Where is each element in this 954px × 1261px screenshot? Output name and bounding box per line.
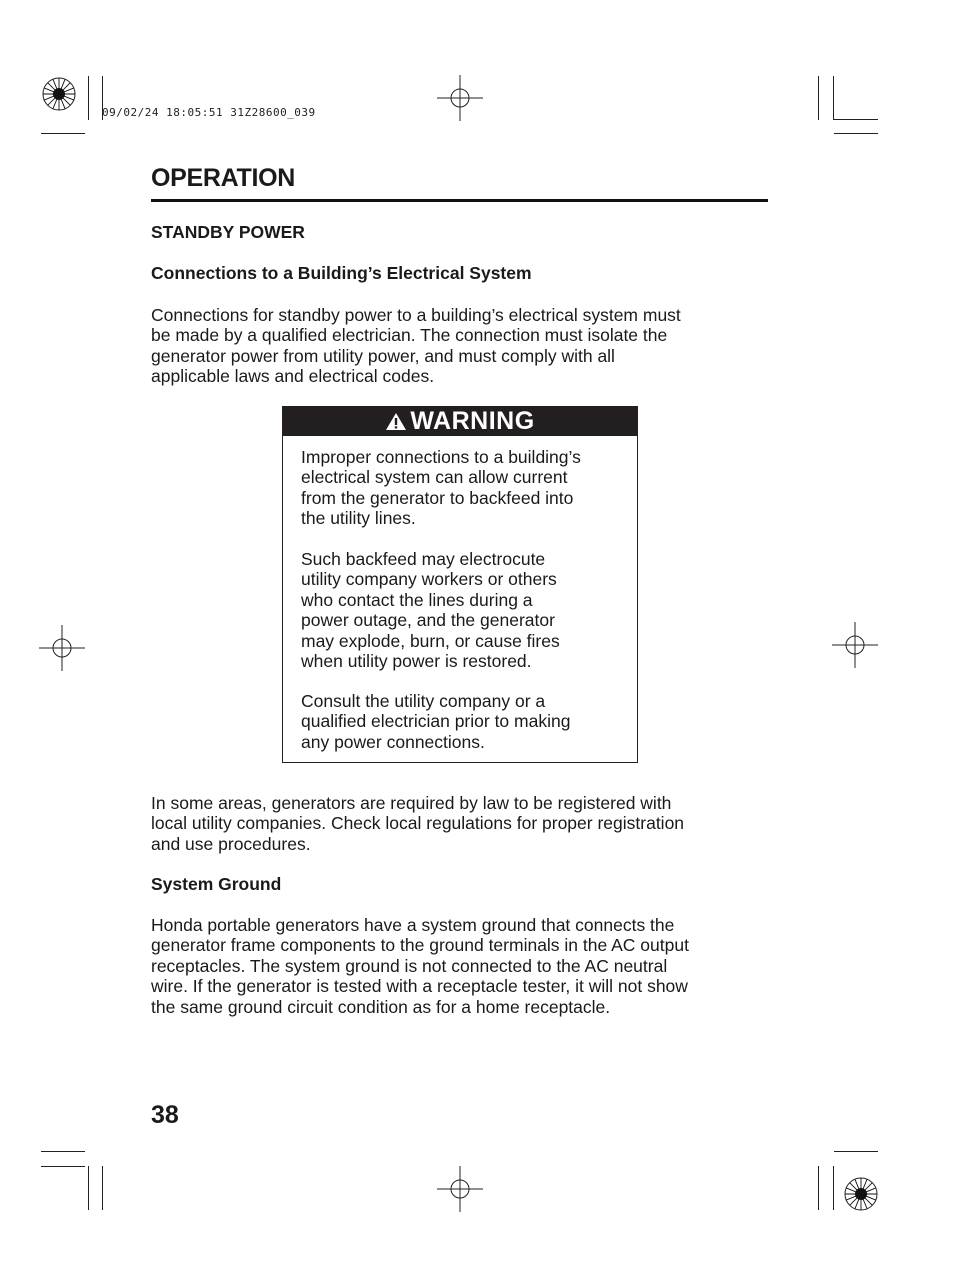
warning-header bbox=[282, 406, 638, 436]
text-line: generator frame components to the ground terminals in the AC output bbox=[151, 935, 689, 956]
subheading-system-ground: System Ground bbox=[151, 874, 282, 894]
text-line: any power connections. bbox=[301, 731, 485, 752]
registration-crosshair-icon bbox=[437, 1166, 483, 1212]
print-stamp: 09/02/24 18:05:51 31Z28600_039 bbox=[102, 106, 316, 119]
text-line: utility company workers or others bbox=[301, 569, 557, 590]
subheading-standby-power: STANDBY POWER bbox=[151, 222, 305, 242]
text-line: applicable laws and electrical codes. bbox=[151, 366, 435, 387]
page-number: 38 bbox=[151, 1101, 179, 1129]
registration-crosshair-icon bbox=[39, 625, 85, 671]
warning-label: WARNING bbox=[410, 406, 535, 435]
warning-paragraph bbox=[301, 549, 631, 671]
registration-sunburst-icon bbox=[844, 1177, 878, 1211]
text-line: be made by a qualified electrician. The connection must isolate the bbox=[151, 325, 668, 346]
text-line: Such backfeed may electrocute bbox=[301, 549, 546, 569]
connections-paragraph bbox=[151, 305, 771, 387]
warning-paragraph bbox=[301, 447, 631, 529]
text-line: qualified electrician prior to making bbox=[301, 711, 571, 732]
text-line: the utility lines. bbox=[301, 508, 416, 529]
warning-triangle-icon bbox=[385, 412, 407, 431]
text-line: when utility power is restored. bbox=[301, 651, 532, 672]
section-title: OPERATION bbox=[151, 164, 296, 192]
text-line: may explode, burn, or cause fires bbox=[301, 630, 560, 651]
text-line: Connections for standby power to a building’s electrical system must bbox=[151, 305, 681, 325]
text-line: Improper connections to a building’s bbox=[301, 447, 581, 467]
text-line: and use procedures. bbox=[151, 833, 311, 854]
text-line: Honda portable generators have a system ground that connects the bbox=[151, 915, 675, 935]
subheading-connections: Connections to a Building’s Electrical System bbox=[151, 263, 532, 283]
text-line: the same ground circuit condition as for a home receptacle. bbox=[151, 996, 611, 1017]
text-line: from the generator to backfeed into bbox=[301, 487, 574, 508]
text-line: In some areas, generators are required by law to be registered with bbox=[151, 793, 672, 813]
text-line: receptacles. The system ground is not connected to the AC neutral bbox=[151, 955, 668, 976]
registration-sunburst-icon bbox=[42, 77, 76, 111]
warning-paragraph bbox=[301, 691, 631, 752]
registration-crosshair-icon bbox=[437, 75, 483, 121]
text-line: power outage, and the generator bbox=[301, 610, 555, 631]
registration-paragraph bbox=[151, 793, 771, 854]
text-line: Consult the utility company or a bbox=[301, 691, 546, 711]
text-line: electrical system can allow current bbox=[301, 467, 568, 488]
text-line: who contact the lines during a bbox=[301, 589, 533, 610]
text-line: generator power from utility power, and must comply with all bbox=[151, 345, 615, 366]
registration-crosshair-icon bbox=[832, 622, 878, 668]
text-line: wire. If the generator is tested with a receptacle tester, it will not show bbox=[151, 976, 688, 997]
system-ground-paragraph bbox=[151, 915, 771, 1017]
text-line: local utility companies. Check local regulations for proper registration bbox=[151, 813, 685, 834]
title-rule bbox=[151, 199, 768, 202]
